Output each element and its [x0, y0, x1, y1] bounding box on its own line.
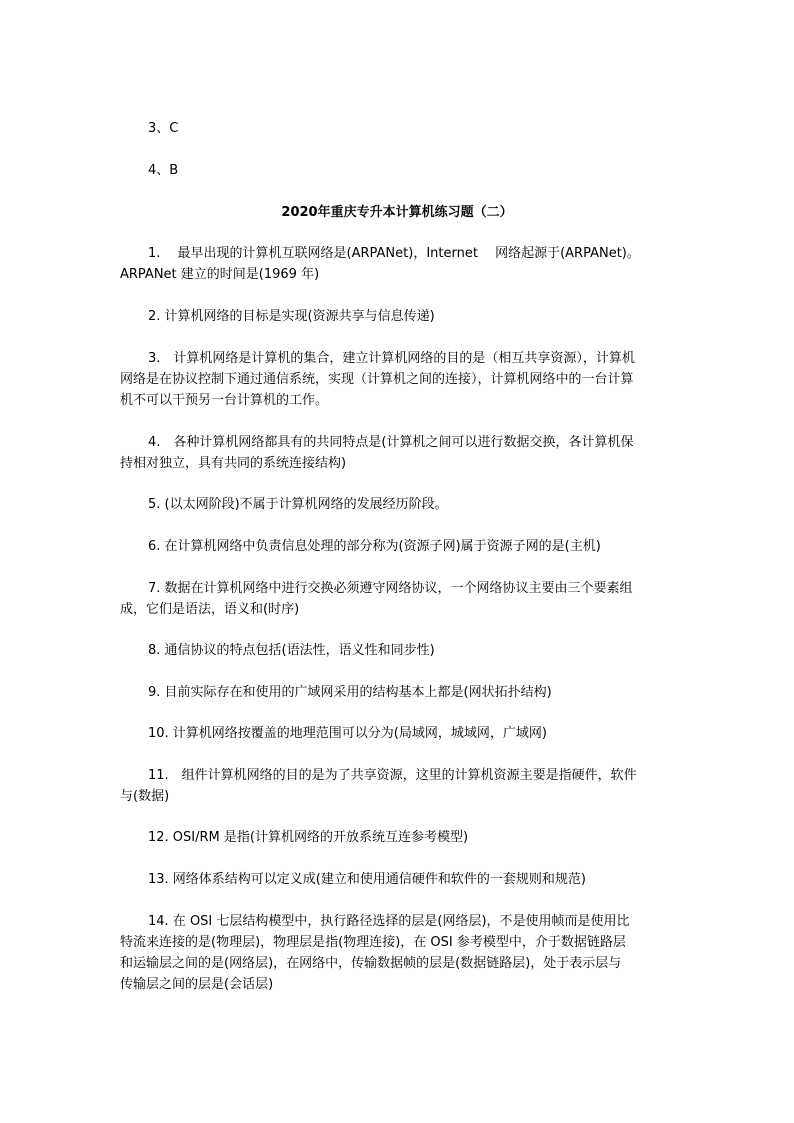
question-14-line-2: 特流来连接的是(物理层)，物理层是指(物理连接)，在 OSI 参考模型中，介于数据链路层 — [120, 935, 626, 950]
question-2-line-1: 2. 计算机网络的目标是实现(资源共享与信息传递) — [148, 309, 435, 324]
question-14-line-1: 14. 在 OSI 七层结构模型中，执行路径选择的层是(网络层)，不是使用帧而是使用比 — [148, 914, 630, 929]
question-4-line-1: 4. 各种计算机网络都具有的共同特点是(计算机之间可以进行数据交换，各计算机保 — [148, 435, 634, 450]
question-7-line-1: 7. 数据在计算机网络中进行交换必须遵守网络协议，一个网络协议主要由三个要素组 — [148, 581, 633, 596]
question-7-line-2: 成，它们是语法，语义和(时序) — [120, 602, 300, 617]
question-3-line-1: 3. 计算机网络是计算机的集合，建立计算机网络的目的是（相互共享资源），计算机 — [148, 351, 635, 366]
question-14-line-4: 传输层之间的层是(会话层) — [120, 977, 274, 992]
question-3-line-3: 机不可以干预另一台计算机的工作。 — [120, 393, 329, 408]
question-6-line-1: 6. 在计算机网络中负责信息处理的部分称为(资源子网)属于资源子网的是(主机) — [148, 539, 601, 554]
question-9-line-1: 9. 目前实际存在和使用的广域网采用的结构基本上都是(网状拓扑结构) — [148, 685, 552, 700]
question-1-line-1: 1. 最早出现的计算机互联网络是(ARPANet)，Internet 网络起源于(ARPANet)。 — [148, 246, 640, 261]
question-11-line-1: 11. 组件计算机网络的目的是为了共享资源，这里的计算机资源主要是指硬件，软件 — [148, 768, 637, 783]
question-10-line-1: 10. 计算机网络按覆盖的地理范围可以分为(局域网，城域网，广域网) — [148, 726, 547, 741]
question-5-line-1: 5. (以太网阶段)不属于计算机网络的发展经历阶段。 — [148, 497, 448, 512]
question-12-line-1: 12. OSI/RM 是指(计算机网络的开放系统互连参考模型) — [148, 830, 469, 845]
question-1-line-2: ARPANet 建立的时间是(1969 年) — [120, 267, 320, 282]
question-4-line-2: 持相对独立，具有共同的系统连接结构) — [120, 456, 347, 471]
answer-3: 3、C — [148, 121, 179, 136]
answer-4: 4、B — [148, 163, 179, 178]
question-8-line-1: 8. 通信协议的特点包括(语法性，语义性和同步性) — [148, 643, 435, 658]
question-3-line-2: 网络是在协议控制下通过通信系统，实现（计算机之间的连接），计算机网络中的一台计算 — [120, 372, 634, 387]
page-title: 2020年重庆专升本计算机练习题（二） — [281, 205, 513, 220]
question-11-line-2: 与(数据) — [120, 789, 170, 804]
question-14-line-3: 和运输层之间的是(网络层)，在网络中，传输数据帧的层是(数据链路层)，处于表示层与 — [120, 956, 622, 971]
question-13-line-1: 13. 网络体系结构可以定义成(建立和使用通信硬件和软件的一套规则和规范) — [148, 872, 586, 887]
